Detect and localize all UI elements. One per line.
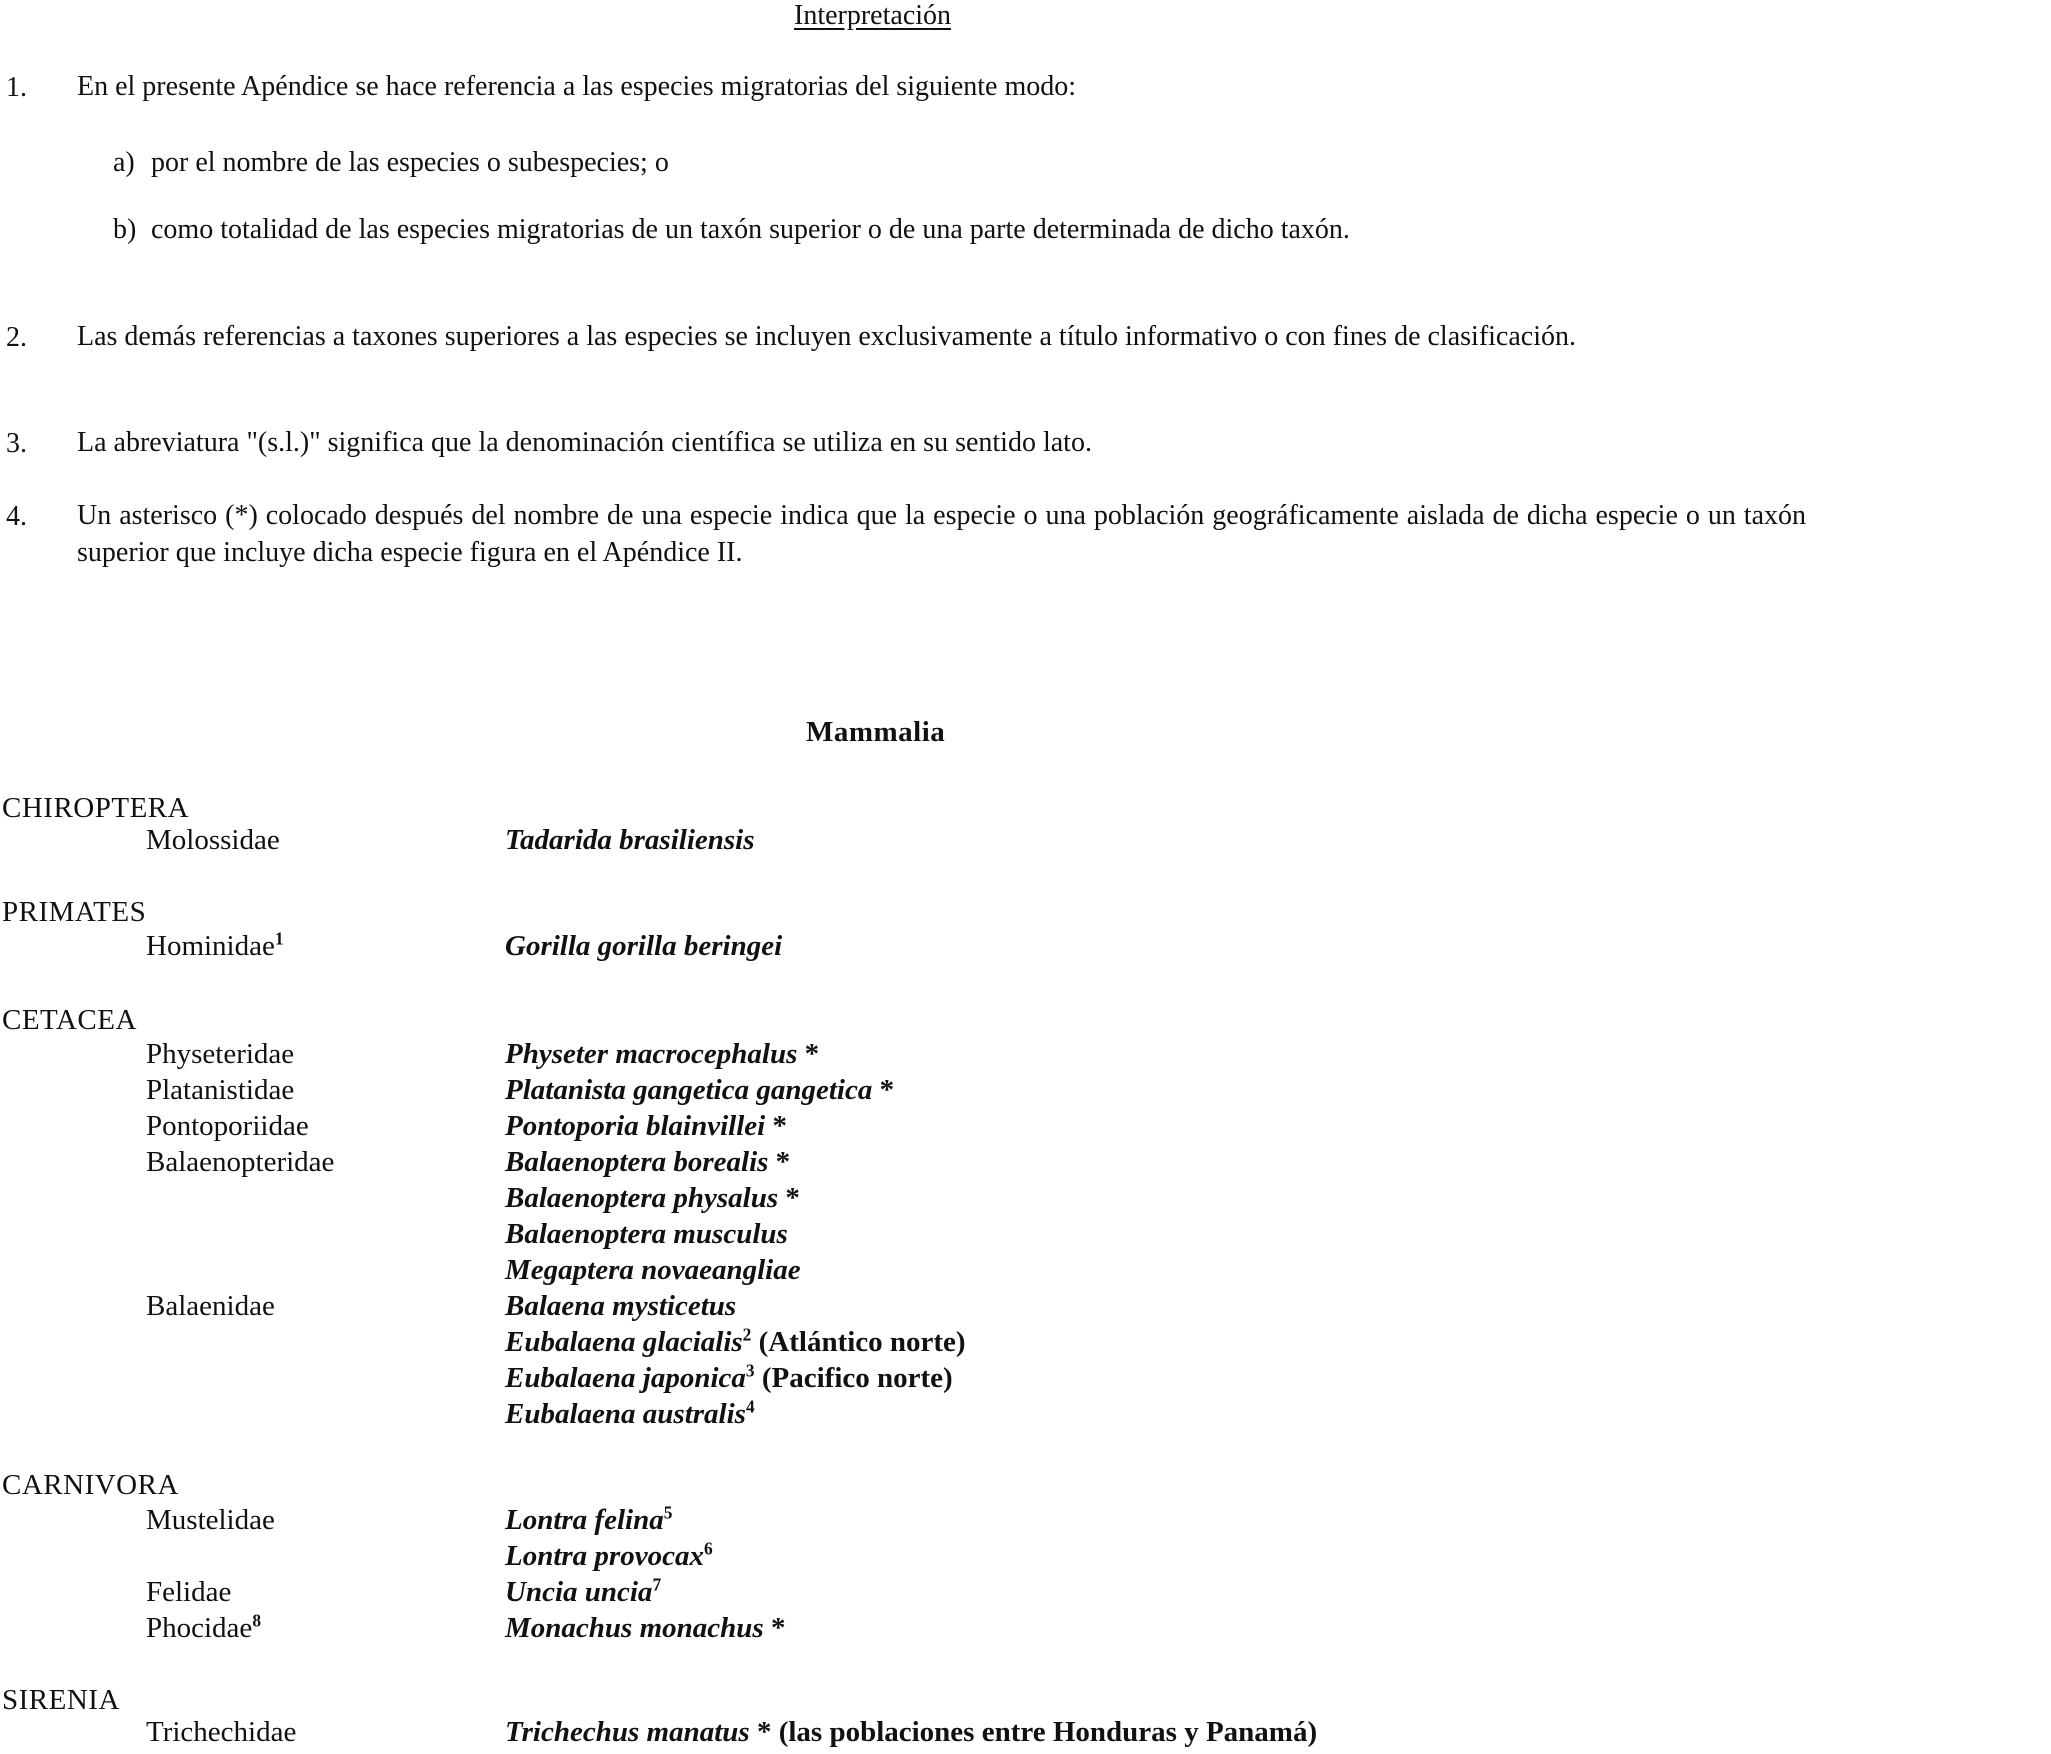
subitem-label-b: b) xyxy=(113,214,137,245)
family-mustelidae: Mustelidae xyxy=(146,1504,275,1536)
footnote-ref-4: 4 xyxy=(745,1396,755,1417)
subitem-label-a: a) xyxy=(113,147,135,178)
family-pontoporiidae: Pontoporiidae xyxy=(146,1110,309,1142)
mammalia-title: Mammalia xyxy=(806,716,946,748)
footnote-ref-7: 7 xyxy=(652,1574,662,1595)
footnote-ref-1: 1 xyxy=(274,928,284,949)
family-phocidae xyxy=(146,1612,261,1645)
footnote-ref-6: 6 xyxy=(703,1538,713,1559)
family-balaenidae: Balaenidae xyxy=(146,1290,275,1322)
asterisk-mark: * xyxy=(768,1146,791,1178)
asterisk-mark: * xyxy=(797,1038,820,1070)
species-platanista xyxy=(505,1074,894,1107)
item-text-2: Las demás referencias a taxones superiores a las especies se incluyen exclusivamente a título informativo o con fines de clasificación. xyxy=(77,321,1576,352)
species-physeter-label: Physeter macrocephalus xyxy=(505,1038,798,1070)
species-monachus xyxy=(505,1612,785,1645)
family-hominidae-label: Hominidae xyxy=(146,930,275,962)
species-eub-glacialis-label: Eubalaena glacialis xyxy=(505,1326,743,1358)
population-note: (las poblaciones entre Honduras y Panamá) xyxy=(771,1716,1318,1748)
subitem-text-b: como totalidad de las especies migratorias de un taxón superior o de una parte determinada de dicho taxón. xyxy=(151,214,1350,245)
subitem-text-a: por el nombre de las especies o subespecies; o xyxy=(151,147,669,178)
footnote-ref-2: 2 xyxy=(742,1324,752,1345)
species-megaptera: Megaptera novaeangliae xyxy=(505,1254,801,1286)
species-bal-borealis-label: Balaenoptera borealis xyxy=(505,1146,769,1178)
asterisk-mark: * xyxy=(872,1074,895,1106)
family-physeteridae: Physeteridae xyxy=(146,1038,295,1070)
asterisk-mark: * xyxy=(778,1182,800,1214)
item-text-3: La abreviatura "(s.l.)" significa que la denominación científica se utiliza en su sentido lato. xyxy=(77,427,1092,458)
asterisk-mark: * xyxy=(763,1612,786,1644)
species-platanista-label: Platanista gangetica gangetica xyxy=(505,1074,873,1106)
species-eub-australis xyxy=(505,1398,755,1431)
family-platanistidae: Platanistidae xyxy=(146,1074,295,1106)
item-text-1: En el presente Apéndice se hace referencia a las especies migratorias del siguiente modo: xyxy=(77,71,1077,102)
order-carnivora: CARNIVORA xyxy=(2,1469,179,1501)
species-lontra-felina-label: Lontra felina xyxy=(505,1504,664,1536)
order-primates: PRIMATES xyxy=(2,896,147,928)
item-number-4: 4. xyxy=(6,501,27,532)
species-eub-glacialis xyxy=(505,1326,966,1359)
species-lontra-felina xyxy=(505,1504,672,1537)
item-number-1: 1. xyxy=(6,72,27,103)
region-note: (Pacifico norte) xyxy=(754,1362,953,1394)
family-trichechidae: Trichechidae xyxy=(146,1716,297,1748)
asterisk-mark: * xyxy=(765,1110,787,1142)
species-lontra-provocax xyxy=(505,1540,713,1573)
footnote-ref-8: 8 xyxy=(252,1610,262,1631)
species-trichechus-label: Trichechus manatus xyxy=(505,1716,750,1748)
species-bal-borealis xyxy=(505,1146,790,1179)
interpretation-title: Interpretación xyxy=(794,0,952,31)
species-bal-physalus xyxy=(505,1182,800,1215)
species-lontra-provocax-label: Lontra provocax xyxy=(505,1540,704,1572)
family-molossidae: Molossidae xyxy=(146,824,280,856)
family-balaenopteridae: Balaenopteridae xyxy=(146,1146,335,1178)
item-number-3: 3. xyxy=(6,428,27,459)
family-hominidae xyxy=(146,930,284,963)
species-balaena: Balaena mysticetus xyxy=(505,1290,737,1322)
species-pontoporia-label: Pontoporia blainvillei xyxy=(505,1110,766,1142)
region-note: (Atlántico norte) xyxy=(751,1326,966,1358)
footnote-ref-3: 3 xyxy=(745,1360,755,1381)
species-uncia xyxy=(505,1576,661,1609)
asterisk-mark: * xyxy=(749,1716,772,1748)
species-uncia-label: Uncia uncia xyxy=(505,1576,653,1608)
species-bal-musculus: Balaenoptera musculus xyxy=(505,1218,788,1250)
species-physeter xyxy=(505,1038,819,1071)
species-trichechus xyxy=(505,1716,1317,1749)
order-cetacea: CETACEA xyxy=(2,1004,137,1036)
species-gorilla: Gorilla gorilla beringei xyxy=(505,930,783,962)
species-eub-australis-label: Eubalaena australis xyxy=(505,1398,746,1430)
species-eub-japonica-label: Eubalaena japonica xyxy=(505,1362,746,1394)
family-felidae: Felidae xyxy=(146,1576,232,1608)
species-pontoporia xyxy=(505,1110,787,1143)
species-monachus-label: Monachus monachus xyxy=(505,1612,764,1644)
order-chiroptera: CHIROPTERA xyxy=(2,792,190,824)
order-sirenia: SIRENIA xyxy=(2,1684,120,1716)
item-text-4: Un asterisco (*) colocado después del nombre de una especie indica que la especie o una población geográficamente aislada de dicha especie o un taxón superior que incluye dicha especie figura en el Apéndice II. xyxy=(77,500,1806,568)
species-eub-japonica xyxy=(505,1362,953,1395)
family-phocidae-label: Phocidae xyxy=(146,1612,253,1644)
item-number-2: 2. xyxy=(6,322,27,353)
species-tadarida: Tadarida brasiliensis xyxy=(505,824,755,856)
species-bal-physalus-label: Balaenoptera physalus xyxy=(505,1182,779,1214)
footnote-ref-5: 5 xyxy=(663,1502,673,1523)
